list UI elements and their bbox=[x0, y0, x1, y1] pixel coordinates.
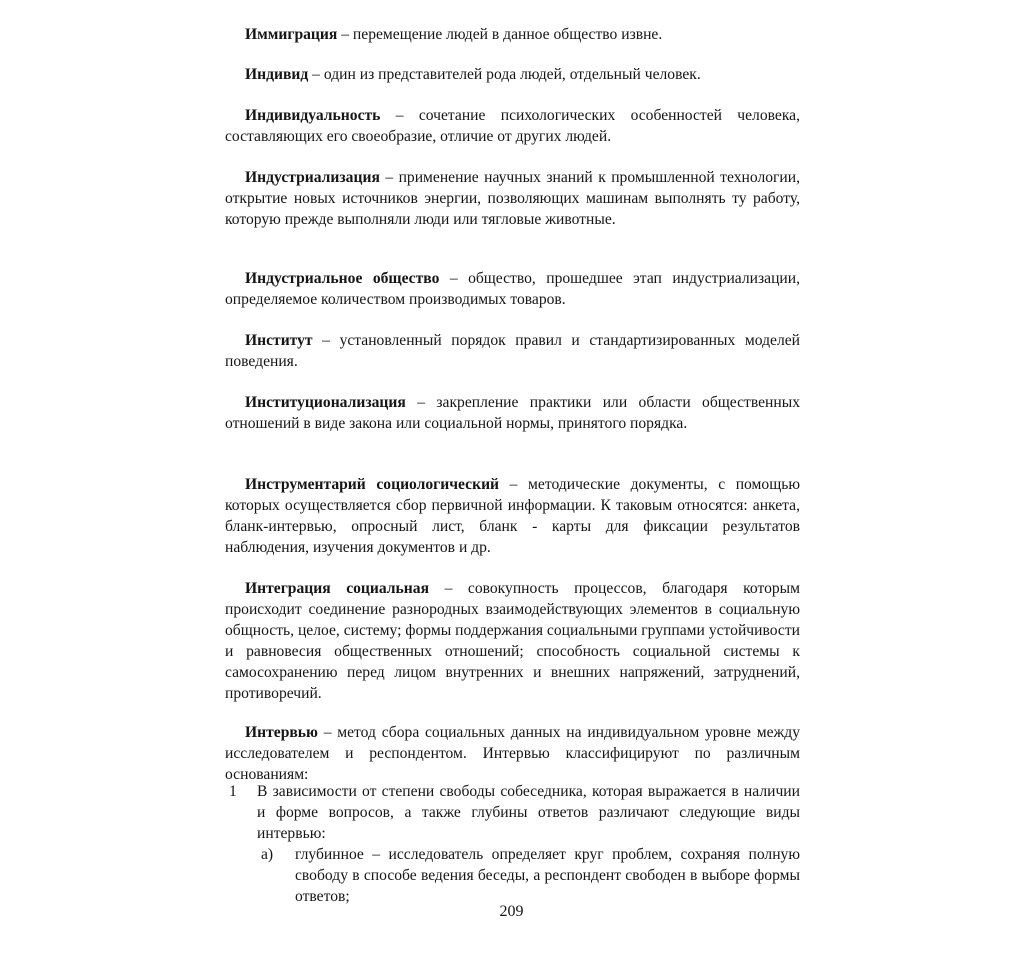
glossary-entry-interview: Интервью – метод сбора социальных данных на индивидуальном уровне между исследователем и респондентом. Интервью классифицируют по различным основаниям: bbox=[225, 724, 801, 783]
glossary-entry-individuality: Индивидуальность – сочетание психологических особенностей человека, составляющих его своеобразие, отличие от других людей. bbox=[225, 107, 800, 145]
entry-term: Инструментарий социологический bbox=[245, 476, 500, 493]
entry-definition: совокупность процессов, благодаря которым происходит соединение разнородных взаимодействующих элементов в социальную общность, целое, систему; формы поддержания социальными группами устойчивости и равновесия общественных отношений; способность социальной системы к самосохранению перед лицом внутренних и внешних напряжений, затруднений, противоречий. bbox=[225, 580, 801, 702]
list-item-text: В зависимости от степени свободы собеседника, которая выражается в наличии и форме вопросов, а также глубины ответов различают следующие виды интервью: bbox=[257, 783, 800, 842]
glossary-entry-institutionalization: Институционализация – закрепление практики или области общественных отношений в виде закона или социальной нормы, принятого порядка. bbox=[225, 394, 800, 432]
page-number: 209 bbox=[499, 903, 524, 920]
entry-term: Индустриальное общество bbox=[245, 270, 440, 287]
entry-term: Интервью bbox=[245, 724, 318, 741]
sub-item-letter: а) bbox=[261, 846, 274, 863]
entry-term: Институт bbox=[245, 332, 313, 349]
entry-definition: перемещение людей в данное общество извне. bbox=[352, 26, 663, 43]
glossary-entry-instruments: Инструментарий социологический – методические документы, с помощью которых осуществляется сбор первичной информации. К таковым относятся: анкета, бланк-интервью, опросный лист, бланк - карты для фиксации результатов наблюдения, изучения документов и др. bbox=[225, 476, 800, 556]
entry-term: Индивид bbox=[245, 66, 309, 83]
entry-definition: методические документы, с помощью которых осуществляется сбор первичной информации. К таковым относятся: анкета, бланк-интервью, опросный лист, бланк - карты для фиксации результатов наблюдения, изучения документов и др. bbox=[225, 476, 800, 556]
entry-definition: один из представителей рода людей, отдельный человек. bbox=[323, 66, 701, 83]
glossary-entry-social-integration: Интеграция социальная – совокупность процессов, благодаря которым происходит соединение разнородных взаимодействующих элементов в социальную общность, целое, систему; формы поддержания социальными группами устойчивости и равновесия общественных отношений; способность социальной системы к самосохранению перед лицом внутренних и внешних напряжений, затруднений, противоречий. bbox=[225, 580, 801, 702]
lettered-sub-item bbox=[257, 844, 800, 907]
entry-term: Индустриализация bbox=[245, 169, 380, 186]
entry-definition: сочетание психологических особенностей человека, составляющих его своеобразие, отличие от других людей. bbox=[225, 107, 800, 145]
glossary-entry-individual: Индивид – один из представителей рода людей, отдельный человек. bbox=[245, 66, 701, 83]
entry-definition: метод сбора социальных данных на индивидуальном уровне между исследователем и респондентом. Интервью классифицируют по различным основаниям: bbox=[225, 724, 801, 783]
entry-term: Интеграция социальная bbox=[245, 580, 430, 597]
glossary-entry-industrial-society: Индустриальное общество – общество, прошедшее этап индустриализации, определяемое количеством производимых товаров. bbox=[225, 270, 801, 308]
entry-term: Институционализация bbox=[245, 394, 406, 411]
list-number: 1 bbox=[229, 783, 237, 800]
entry-term: Индивидуальность bbox=[245, 107, 381, 124]
sub-item-text: глубинное – исследователь определяет круг проблем, сохраняя полную свободу в способе ведения беседы, а респондент свободен в выборе формы ответов; bbox=[295, 846, 800, 905]
glossary-entry-immigration: Иммиграция – перемещение людей в данное общество извне. bbox=[245, 26, 663, 43]
entry-definition: установленный порядок правил и стандартизированных моделей поведения. bbox=[225, 332, 801, 370]
entry-definition: закрепление практики или области общественных отношений в виде закона или социальной нормы, принятого порядка. bbox=[225, 394, 800, 432]
entry-definition: общество, прошедшее этап индустриализации, определяемое количеством производимых товаров. bbox=[225, 270, 801, 308]
numbered-list-item bbox=[225, 781, 800, 844]
entry-term: Иммиграция bbox=[245, 26, 338, 43]
entry-definition: применение научных знаний к промышленной технологии, открытие новых источников энергии, позволяющих машинам выполнять ту работу, которую прежде выполняли люди или тягловые животные. bbox=[225, 169, 801, 228]
glossary-entry-institute: Институт – установленный порядок правил и стандартизированных моделей поведения. bbox=[225, 332, 801, 370]
glossary-entry-industrialization: Индустриализация – применение научных знаний к промышленной технологии, открытие новых источников энергии, позволяющих машинам выполнять ту работу, которую прежде выполняли люди или тягловые животные. bbox=[225, 169, 801, 228]
